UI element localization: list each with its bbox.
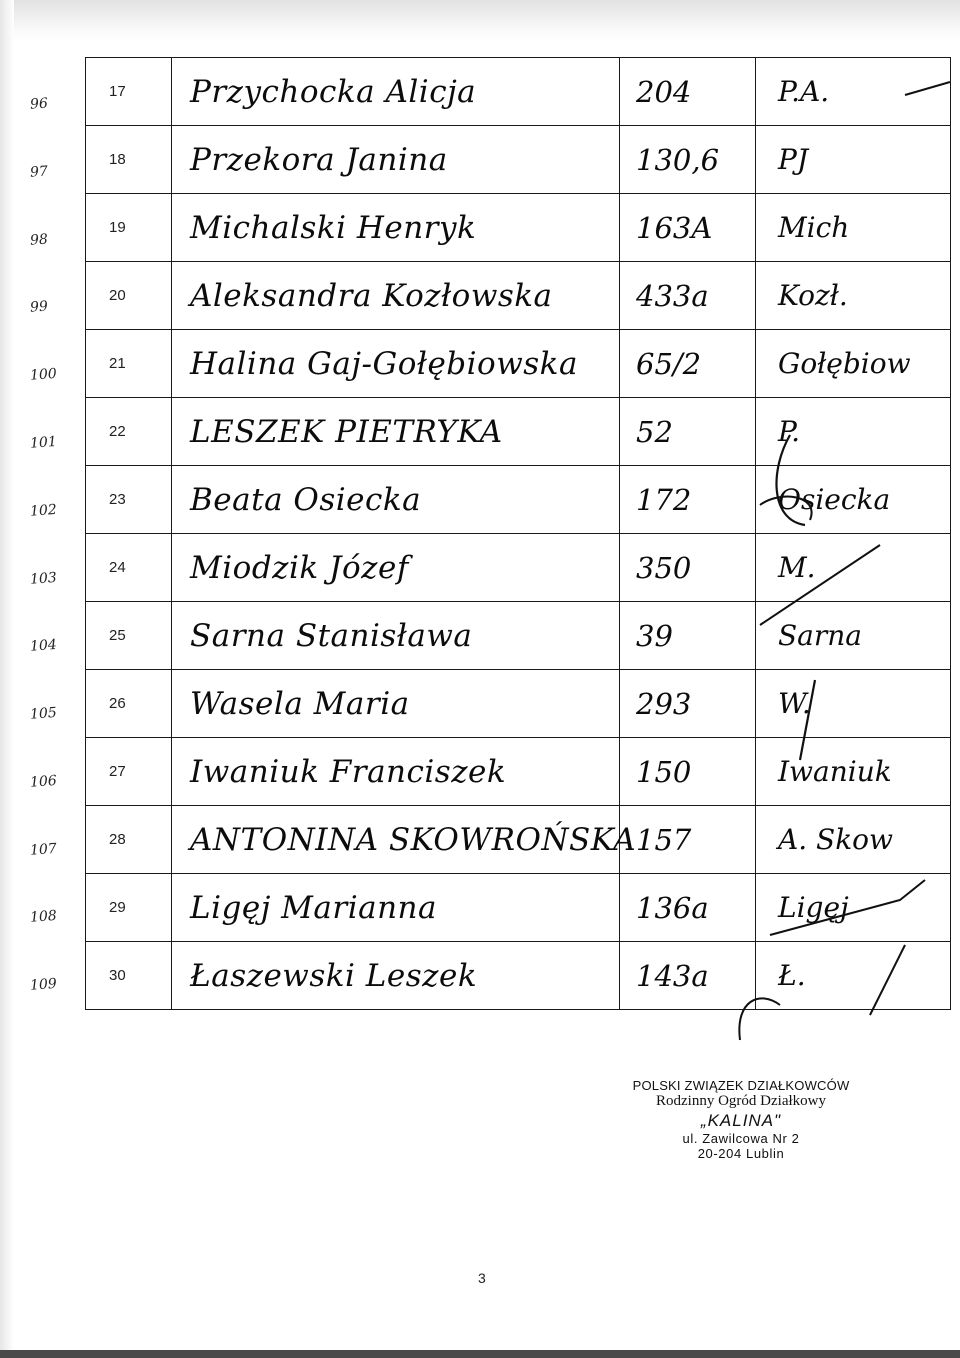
- margin-number: 103: [29, 569, 58, 588]
- margin-number: 104: [29, 636, 58, 655]
- member-name: Przekora Janina: [190, 141, 448, 178]
- signature: Ligęj: [778, 891, 849, 924]
- row-number: 27: [86, 738, 172, 806]
- table-row: [86, 942, 951, 1010]
- stamp-line-organization: POLSKI ZWIĄZEK DZIAŁKOWCÓW: [632, 1078, 850, 1093]
- plot-number: 433a: [636, 278, 709, 313]
- signature-cell: [756, 126, 951, 194]
- signature-cell: [756, 466, 951, 534]
- signature-cell: [756, 330, 951, 398]
- table-row: [86, 194, 951, 262]
- margin-number: 96: [29, 95, 49, 113]
- signature: PJ: [778, 143, 809, 176]
- signature-cell: [756, 398, 951, 466]
- table-row: [86, 262, 951, 330]
- margin-number: 97: [29, 163, 49, 181]
- plot-number-cell: [620, 466, 756, 534]
- member-name: Halina Gaj-Gołębiowska: [190, 345, 578, 382]
- organization-stamp: [626, 1078, 856, 1161]
- member-name-cell: [172, 806, 637, 874]
- page-number: 3: [478, 1270, 486, 1286]
- plot-number: 172: [636, 482, 692, 517]
- member-name-cell: [172, 874, 620, 942]
- member-name-cell: [172, 738, 620, 806]
- stamp-line-garden-name: „KALINA": [700, 1110, 782, 1130]
- table-row: [86, 534, 951, 602]
- plot-number: 136a: [636, 890, 709, 925]
- member-name: Łaszewski Leszek: [190, 957, 478, 994]
- member-name-cell: [172, 194, 620, 262]
- signature-cell: [756, 670, 951, 738]
- scan-shadow-left: [0, 0, 14, 1358]
- scan-shadow-top: [0, 0, 960, 42]
- member-name: Wasela Maria: [190, 685, 410, 722]
- signature: Mich: [778, 211, 850, 244]
- scan-shadow-bottom: [0, 1350, 960, 1358]
- signature: Kozł.: [778, 279, 848, 312]
- signature: P.: [778, 415, 801, 448]
- row-number: 22: [86, 398, 172, 466]
- signature-cell: [756, 534, 951, 602]
- row-number: 18: [86, 126, 172, 194]
- signature-cell: [756, 194, 951, 262]
- member-name-cell: [172, 602, 620, 670]
- member-name-cell: [172, 534, 620, 602]
- signature-cell: [756, 874, 951, 942]
- stamp-line-street: ul. Zawilcowa Nr 2: [682, 1130, 800, 1146]
- plot-number-cell: [620, 874, 756, 942]
- plot-number-cell: [620, 58, 756, 126]
- plot-number: 52: [636, 414, 673, 449]
- plot-number-cell: [620, 670, 756, 738]
- table-row: [86, 670, 951, 738]
- margin-number: 105: [29, 704, 58, 723]
- member-name-cell: [172, 942, 620, 1010]
- member-name-cell: [172, 262, 620, 330]
- plot-number-cell: [620, 534, 756, 602]
- table-row: [86, 58, 951, 126]
- signature: Iwaniuk: [778, 755, 892, 788]
- margin-number: 108: [29, 907, 58, 926]
- margin-number: 109: [29, 975, 58, 994]
- signature: Sarna: [778, 619, 862, 652]
- member-name: ANTONINA SKOWROŃSKA: [190, 821, 637, 858]
- row-number: 28: [86, 806, 172, 874]
- stamp-line-city: 20-204 Lublin: [697, 1145, 785, 1161]
- margin-number: 98: [29, 231, 49, 249]
- plot-number: 157: [636, 822, 692, 857]
- plot-number: 130,6: [636, 142, 720, 177]
- plot-number-cell: [620, 942, 756, 1010]
- plot-number-cell: [620, 806, 756, 874]
- plot-number: 65/2: [636, 346, 702, 381]
- row-number: 19: [86, 194, 172, 262]
- member-name: LESZEK PIETRYKA: [190, 413, 503, 450]
- table-row: [86, 126, 951, 194]
- row-number: 25: [86, 602, 172, 670]
- signature: A. Skow: [778, 823, 893, 856]
- signature-cell: [756, 602, 951, 670]
- margin-number: 106: [29, 772, 58, 791]
- plot-number: 293: [636, 686, 692, 721]
- signature-cell: [756, 942, 951, 1010]
- signature-cell: [756, 262, 951, 330]
- plot-number-cell: [620, 602, 756, 670]
- plot-number: 204: [636, 74, 692, 109]
- signature: P.A.: [778, 75, 830, 108]
- row-number: 29: [86, 874, 172, 942]
- row-number: 23: [86, 466, 172, 534]
- signature: W.: [778, 687, 811, 720]
- signature: M.: [778, 551, 816, 584]
- margin-number: 99: [29, 298, 49, 316]
- stamp-line-garden-type: Rodzinny Ogród Działkowy: [656, 1093, 826, 1110]
- table-row: [86, 398, 951, 466]
- signature-cell: [756, 738, 951, 806]
- member-name: Przychocka Alicja: [190, 73, 477, 110]
- member-name-cell: [172, 398, 620, 466]
- margin-number: 100: [29, 365, 58, 384]
- table-row: [86, 466, 951, 534]
- signature: Gołębiow: [778, 347, 911, 380]
- row-number: 24: [86, 534, 172, 602]
- signature-cell: [756, 806, 951, 874]
- plot-number-cell: [620, 738, 756, 806]
- member-name: Iwaniuk Franciszek: [190, 753, 507, 790]
- member-name: Ligęj Marianna: [190, 889, 438, 926]
- table-row: [86, 806, 951, 874]
- row-number: 30: [86, 942, 172, 1010]
- plot-number-cell: [620, 262, 756, 330]
- plot-number: 143a: [636, 958, 709, 993]
- member-name: Miodzik Józef: [190, 549, 409, 586]
- margin-number: 101: [29, 433, 58, 452]
- member-name-cell: [172, 126, 620, 194]
- signature: Osiecka: [778, 483, 891, 516]
- table-row: [86, 738, 951, 806]
- table-row: [86, 330, 951, 398]
- row-number: 21: [86, 330, 172, 398]
- signature-cell: [756, 58, 951, 126]
- table-row: [86, 874, 951, 942]
- margin-number: 107: [29, 840, 58, 859]
- member-name: Beata Osiecka: [190, 481, 422, 518]
- plot-number: 163A: [636, 210, 713, 245]
- plot-number: 350: [636, 550, 692, 585]
- member-name: Michalski Henryk: [190, 209, 477, 246]
- row-number: 17: [86, 58, 172, 126]
- member-name-cell: [172, 466, 620, 534]
- member-name-cell: [172, 58, 620, 126]
- plot-number-cell: [620, 194, 756, 262]
- signature: Ł.: [778, 959, 806, 992]
- row-number: 20: [86, 262, 172, 330]
- member-name: Sarna Stanisława: [190, 617, 473, 654]
- table-row: [86, 602, 951, 670]
- member-name-cell: [172, 330, 620, 398]
- plot-number: 39: [636, 618, 673, 653]
- plot-number-cell: [620, 330, 756, 398]
- signature-table: [85, 57, 951, 1010]
- plot-number-cell: [620, 126, 756, 194]
- plot-number: 150: [636, 754, 692, 789]
- row-number: 26: [86, 670, 172, 738]
- margin-number: 102: [29, 501, 58, 520]
- member-name: Aleksandra Kozłowska: [190, 277, 553, 314]
- member-name-cell: [172, 670, 620, 738]
- plot-number-cell: [620, 398, 756, 466]
